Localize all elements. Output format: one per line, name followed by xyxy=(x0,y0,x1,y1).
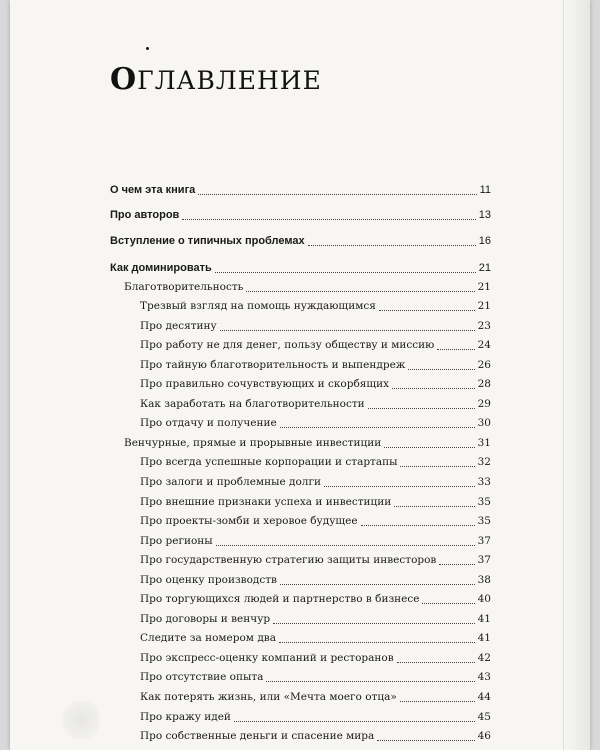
toc-entry xyxy=(140,551,491,567)
toc-entry-title: Про собственные деньги и спасение мира xyxy=(140,730,375,742)
toc-entry-title: Про государственную стратегию защиты инвесторов xyxy=(140,554,437,566)
toc-entry xyxy=(140,395,491,411)
toc-entry xyxy=(140,532,491,548)
toc-entry-title: Про оценку производств xyxy=(140,574,277,586)
toc-entry-title: Как доминировать xyxy=(110,262,212,274)
toc-page-number: 43 xyxy=(477,671,491,683)
toc-page-number: 37 xyxy=(477,554,491,566)
dot-leader xyxy=(437,348,474,350)
dot-leader xyxy=(280,583,475,585)
toc-page-number: 33 xyxy=(477,476,491,488)
toc-entry xyxy=(124,278,491,294)
toc-page-number: 16 xyxy=(478,235,491,247)
toc-entry-title: Про всегда успешные корпорации и стартапы xyxy=(140,456,398,468)
toc-entry xyxy=(124,434,491,450)
title-rest: ГЛАВЛЕНИЕ xyxy=(137,66,322,95)
toc-entry xyxy=(140,629,491,645)
toc-entry xyxy=(140,297,491,313)
toc-entry xyxy=(140,336,491,352)
dot-leader xyxy=(266,680,474,682)
library-stamp-smudge xyxy=(62,700,100,740)
toc-entry xyxy=(140,512,491,528)
dot-leader xyxy=(394,505,474,507)
title-initial: О xyxy=(110,62,138,97)
toc-page-number: 44 xyxy=(477,691,491,703)
toc-entry-title: Про кражу идей xyxy=(140,711,231,723)
toc-entry-title: Про правильно сочувствующих и скорбящих xyxy=(140,378,390,390)
toc-page-number: 26 xyxy=(477,359,491,371)
toc-entry-title: Про договоры и венчур xyxy=(140,613,271,625)
toc-entry xyxy=(110,232,491,248)
toc-page-number: 40 xyxy=(477,593,491,605)
toc-page-number: 31 xyxy=(477,437,491,449)
toc-entry xyxy=(140,493,491,509)
toc-page-number: 37 xyxy=(477,535,491,547)
dot-leader xyxy=(400,700,475,702)
toc-page-number: 41 xyxy=(477,613,491,625)
toc-entry-title: О чем эта книга xyxy=(110,184,196,196)
toc-page-number: 38 xyxy=(477,574,491,586)
toc-entry-title: Про регионы xyxy=(140,535,213,547)
dot-leader xyxy=(198,193,476,195)
toc-entry-title: Про отдачу и получение xyxy=(140,417,277,429)
toc-entry-title: Вступление о типичных проблемах xyxy=(110,235,305,247)
dot-leader xyxy=(182,218,475,220)
toc-entry xyxy=(110,206,491,222)
toc-page-number: 24 xyxy=(477,339,491,351)
toc-page-number: 21 xyxy=(477,300,491,312)
toc-entry-title: Трезвый взгляд на помощь нуждающимся xyxy=(140,300,376,312)
toc-page-number: 30 xyxy=(477,417,491,429)
dot-leader xyxy=(308,244,476,246)
dot-leader xyxy=(422,602,474,604)
toc-entry-title: Про авторов xyxy=(110,209,180,221)
toc-entry-title: Следите за номером два xyxy=(140,632,276,644)
dot-leader xyxy=(246,290,474,292)
dot-leader xyxy=(400,465,474,467)
toc-entry-title: Благотворительность xyxy=(124,281,244,293)
book-page xyxy=(10,0,590,750)
toc-entry-title: Про десятину xyxy=(140,320,217,332)
toc-entry xyxy=(140,590,491,606)
toc-entry xyxy=(140,708,491,724)
toc-entry-title: Про внешние признаки успеха и инвестиции xyxy=(140,496,392,508)
toc-page-number: 35 xyxy=(477,496,491,508)
toc-page-number: 21 xyxy=(477,281,491,293)
toc-page-number: 35 xyxy=(477,515,491,527)
toc-entry xyxy=(140,356,491,372)
toc-entry-title: Про проекты-зомби и херовое будущее xyxy=(140,515,358,527)
dot-leader xyxy=(215,271,476,273)
toc-page-number: 13 xyxy=(478,209,491,221)
dot-leader xyxy=(220,329,475,331)
toc-page-number: 21 xyxy=(478,262,491,274)
toc-page-number: 46 xyxy=(477,730,491,742)
toc-page-number: 23 xyxy=(477,320,491,332)
toc-entry xyxy=(140,649,491,665)
toc-page-number: 28 xyxy=(477,378,491,390)
dot-leader xyxy=(273,622,475,624)
dot-leader xyxy=(384,446,474,448)
toc-entry xyxy=(140,453,491,469)
toc-entry xyxy=(140,375,491,391)
dot-leader xyxy=(408,368,474,370)
toc-page-number: 42 xyxy=(477,652,491,664)
toc-entry-title: Про тайную благотворительность и выпендреж xyxy=(140,359,406,371)
toc-page-number: 11 xyxy=(479,184,491,196)
toc-entry xyxy=(140,688,491,704)
toc-entry-title: Про экспресс-оценку компаний и ресторанов xyxy=(140,652,394,664)
dot-leader xyxy=(324,485,475,487)
dot-leader xyxy=(361,524,475,526)
toc-entry xyxy=(110,259,491,275)
toc-page-number: 41 xyxy=(477,632,491,644)
toc-entry-title: Про залоги и проблемные долги xyxy=(140,476,321,488)
dot-leader xyxy=(397,661,475,663)
toc-entry-title: Про торгующихся людей и партнерство в бизнесе xyxy=(140,593,420,605)
dot-leader xyxy=(279,641,475,643)
toc-entry xyxy=(110,181,491,197)
toc-entry-title: Про отсутствие опыта xyxy=(140,671,264,683)
dot-leader xyxy=(368,407,475,409)
toc-entry-title: Про работу не для денег, пользу обществу и миссию xyxy=(140,339,435,351)
toc-entry xyxy=(140,317,491,333)
dot-leader xyxy=(379,309,475,311)
toc-entry-title: Как потерять жизнь, или «Мечта моего отца» xyxy=(140,691,397,703)
toc-entry xyxy=(140,473,491,489)
dot-leader xyxy=(439,563,474,565)
toc-entry xyxy=(140,571,491,587)
toc-entry xyxy=(140,727,491,743)
toc-entry xyxy=(140,668,491,684)
table-of-contents xyxy=(10,0,590,750)
toc-page-number: 45 xyxy=(477,711,491,723)
dot-leader xyxy=(392,387,475,389)
toc-entry-title: Как заработать на благотворительности xyxy=(140,398,365,410)
toc-entry xyxy=(140,414,491,430)
toc-entry xyxy=(140,610,491,626)
toc-page-number: 29 xyxy=(477,398,491,410)
toc-page-number: 32 xyxy=(477,456,491,468)
dot-leader xyxy=(377,739,474,741)
toc-entry-title: Венчурные, прямые и прорывные инвестиции xyxy=(124,437,382,449)
dot-leader xyxy=(216,544,475,546)
dot-leader xyxy=(280,426,475,428)
dot-leader xyxy=(234,720,475,722)
